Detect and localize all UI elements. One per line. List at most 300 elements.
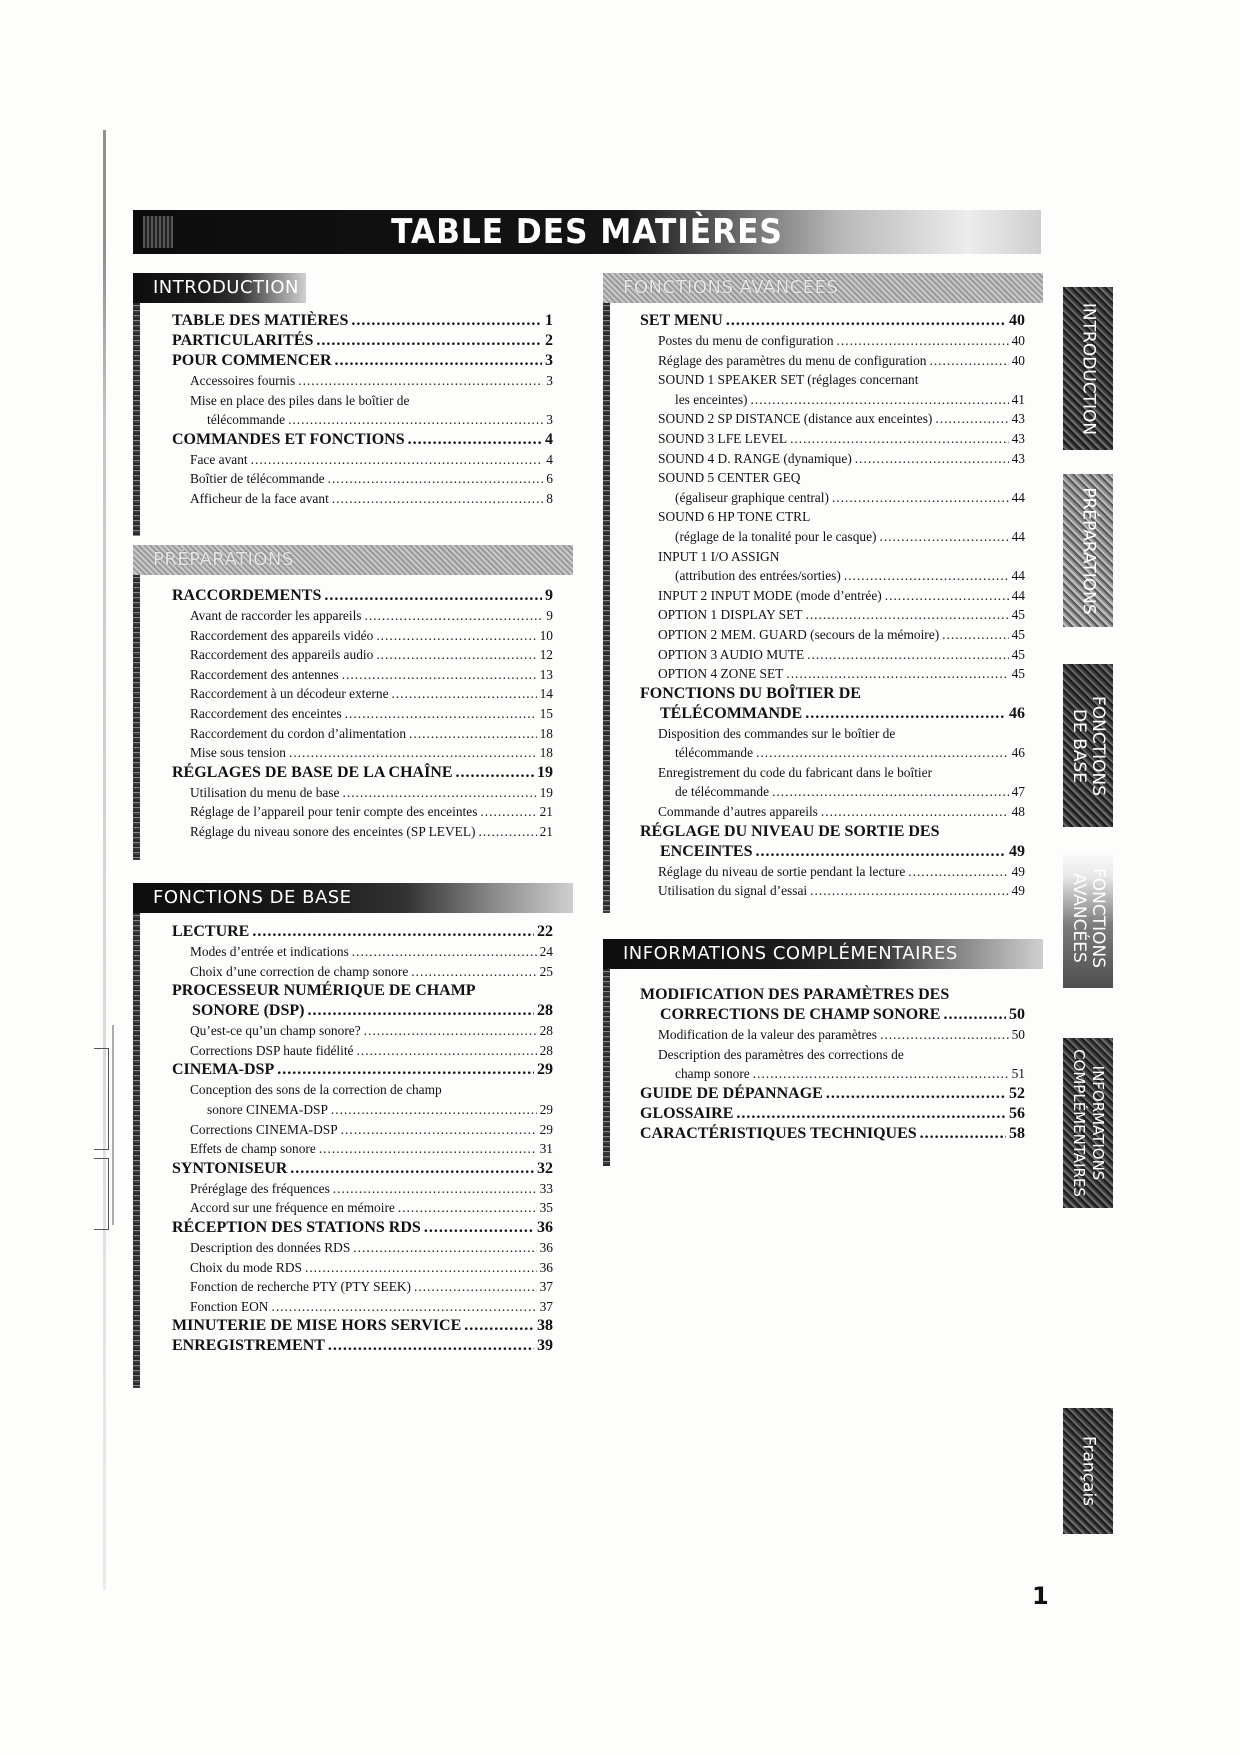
toc-leader-dots xyxy=(880,527,1009,547)
toc-entry-title: ENCEINTES xyxy=(660,842,753,860)
toc-entry[interactable] xyxy=(640,625,1025,645)
toc-entry[interactable] xyxy=(172,962,553,982)
section-bar xyxy=(133,575,140,860)
toc-entry[interactable] xyxy=(640,862,1025,882)
toc-entry[interactable] xyxy=(172,1041,553,1061)
toc-entry-title: Disposition des commandes sur le boîtier de xyxy=(658,725,896,741)
toc-entry-title: Description des données RDS xyxy=(190,1239,351,1255)
toc-entry-title: Face avant xyxy=(190,451,248,467)
toc-entry-page: 37 xyxy=(539,1279,553,1295)
section-header-informations-complementaires xyxy=(603,939,1043,969)
toc-leader-dots xyxy=(464,1316,534,1336)
toc-entry[interactable] xyxy=(172,1120,553,1140)
toc-entry[interactable] xyxy=(172,783,553,803)
toc-entry[interactable] xyxy=(640,1064,1025,1084)
toc-entry[interactable] xyxy=(172,942,553,962)
toc-entry-page: 29 xyxy=(537,1061,553,1079)
toc-entry[interactable] xyxy=(640,684,1025,704)
toc-entry[interactable] xyxy=(172,922,553,942)
toc-leader-dots xyxy=(409,724,537,744)
toc-entry-page: 28 xyxy=(539,1023,553,1039)
toc-entry[interactable] xyxy=(172,665,553,685)
toc-entry-page: 40 xyxy=(1011,352,1025,368)
toc-entry[interactable] xyxy=(640,724,1025,744)
toc-entry-title: CORRECTIONS DE CHAMP SONORE xyxy=(660,1006,941,1023)
toc-entry-title: Raccordement des antennes xyxy=(190,666,339,682)
section-header-introduction xyxy=(133,273,306,303)
toc-entry-page: 9 xyxy=(545,587,553,604)
toc-entry-title: CARACTÉRISTIQUES TECHNIQUES xyxy=(640,1124,917,1142)
toc-leader-dots xyxy=(333,1179,537,1199)
side-tab-label xyxy=(1069,1049,1107,1197)
side-tab-informations-complementaires[interactable] xyxy=(1063,1038,1113,1208)
toc-entry-title: COMMANDES ET FONCTIONS xyxy=(172,430,405,448)
toc-entry-title: les enceintes) xyxy=(675,391,748,407)
toc-entry[interactable] xyxy=(640,842,1025,862)
side-tab-label xyxy=(1069,695,1107,795)
side-tab-line2: DE BASE xyxy=(1069,708,1089,783)
side-tab-line1: FONCTIONS xyxy=(1088,695,1108,796)
side-tab-francais[interactable] xyxy=(1063,1408,1113,1534)
toc-entry-page: 45 xyxy=(1011,607,1025,623)
toc-entry-page: 29 xyxy=(539,1101,553,1117)
toc-leader-dots xyxy=(398,1198,537,1218)
toc-entry-title: RÉGLAGE DU NIVEAU DE SORTIE DES xyxy=(640,822,940,840)
toc-entry[interactable] xyxy=(640,370,1025,390)
toc-leader-dots xyxy=(826,1084,1006,1104)
toc-entry-page: 46 xyxy=(1009,704,1025,722)
toc-entry[interactable] xyxy=(640,566,1025,586)
toc-leader-dots xyxy=(943,1005,1006,1025)
toc-entry[interactable] xyxy=(640,449,1025,469)
side-tab-introduction[interactable] xyxy=(1063,287,1113,450)
toc-entry-title: SYNTONISEUR xyxy=(172,1159,288,1177)
toc-entry-page: 36 xyxy=(539,1259,553,1275)
toc-entry-title: Raccordement des appareils vidéo xyxy=(190,627,374,643)
toc-entry-page: 44 xyxy=(1011,568,1025,584)
toc-entry-title: SONORE (DSP) xyxy=(192,1002,305,1020)
toc-leader-dots xyxy=(885,586,1009,606)
toc-entry[interactable] xyxy=(172,1277,553,1297)
toc-entry[interactable] xyxy=(172,1316,553,1336)
toc-entry-page: 31 xyxy=(539,1141,553,1157)
toc-leader-dots xyxy=(832,488,1009,508)
toc-entry[interactable] xyxy=(172,1001,553,1021)
toc-entry-page: 51 xyxy=(1011,1066,1025,1082)
toc-leader-dots xyxy=(365,606,544,626)
toc-entry[interactable] xyxy=(640,763,1025,783)
toc-entry-page: 9 xyxy=(546,608,553,623)
toc-leader-dots xyxy=(376,626,536,646)
toc-leader-dots xyxy=(345,704,537,724)
toc-entry[interactable] xyxy=(640,605,1025,625)
toc-entry-title: TABLE DES MATIÈRES xyxy=(172,312,349,329)
toc-leader-dots xyxy=(289,743,537,763)
toc-entry-title: RACCORDEMENTS xyxy=(172,587,322,604)
toc-entry-title: Qu’est-ce qu’un champ sonore? xyxy=(190,1023,361,1039)
toc-entry-title: Effets de champ sonore xyxy=(190,1141,316,1157)
toc-entry-page: 3 xyxy=(545,352,553,369)
scan-bracket xyxy=(94,1158,109,1230)
toc-entry[interactable] xyxy=(640,664,1025,684)
toc-leader-dots xyxy=(353,1238,536,1258)
toc-entry-page: 35 xyxy=(539,1200,553,1216)
toc-entry-title: Choix du mode RDS xyxy=(190,1259,302,1275)
toc-introduction xyxy=(172,311,553,509)
toc-leader-dots xyxy=(351,311,542,331)
page-title: TABLE DES MATIÈRES xyxy=(391,212,783,252)
toc-leader-dots xyxy=(756,743,1009,763)
toc-entry-title: GUIDE DE DÉPANNAGE xyxy=(640,1084,823,1102)
toc-entry-title: Avant de raccorder les appareils xyxy=(190,608,362,623)
toc-entry[interactable] xyxy=(640,311,1025,331)
toc-entry-title: SET MENU xyxy=(640,312,723,329)
side-tab-fonctions-avancees[interactable] xyxy=(1063,848,1113,988)
toc-entry-page: 15 xyxy=(539,705,553,721)
side-tab-preparations[interactable] xyxy=(1063,474,1113,627)
toc-entry-title: Utilisation du menu de base xyxy=(190,784,340,800)
toc-entry[interactable] xyxy=(172,1060,553,1080)
toc-entry-title: LECTURE xyxy=(172,923,250,940)
toc-entry-title: (réglage de la tonalité pour le casque) xyxy=(675,528,877,544)
toc-entry-page: 52 xyxy=(1009,1084,1025,1102)
toc-entry[interactable] xyxy=(640,1124,1025,1144)
toc-leader-dots xyxy=(357,1041,537,1061)
toc-entry-title: Mise sous tension xyxy=(190,745,286,761)
toc-entry-title: OPTION 3 AUDIO MUTE xyxy=(658,646,805,662)
toc-leader-dots xyxy=(935,409,1008,429)
toc-entry[interactable] xyxy=(640,782,1025,802)
toc-leader-dots xyxy=(942,625,1008,645)
toc-entry[interactable] xyxy=(640,645,1025,665)
toc-entry-title: INPUT 1 I/O ASSIGN xyxy=(658,548,780,564)
side-tab-fonctions-de-base[interactable] xyxy=(1063,664,1113,827)
title-banner xyxy=(133,210,1041,254)
toc-entry-title: Corrections DSP haute fidélité xyxy=(190,1042,354,1058)
toc-informations-complementaires xyxy=(640,985,1025,1144)
toc-leader-dots xyxy=(805,605,1008,625)
toc-entry[interactable] xyxy=(640,1104,1025,1124)
toc-leader-dots xyxy=(298,371,543,391)
toc-leader-dots xyxy=(844,566,1009,586)
toc-entry-page: 50 xyxy=(1011,1027,1025,1042)
toc-leader-dots xyxy=(252,922,534,942)
section-bar xyxy=(603,303,610,913)
toc-fonctions-avancees xyxy=(640,311,1025,901)
toc-entry-page: 49 xyxy=(1011,883,1025,899)
toc-entry[interactable] xyxy=(172,1297,553,1317)
toc-entry-title: Accord sur une fréquence en mémoire xyxy=(190,1200,395,1216)
toc-entry[interactable] xyxy=(640,488,1025,508)
toc-entry[interactable] xyxy=(172,1218,553,1238)
toc-entry[interactable] xyxy=(640,409,1025,429)
toc-entry[interactable] xyxy=(640,507,1025,527)
toc-entry[interactable] xyxy=(172,391,553,411)
toc-leader-dots xyxy=(478,822,536,842)
toc-entry[interactable] xyxy=(640,822,1025,842)
toc-leader-dots xyxy=(352,942,537,962)
toc-leader-dots xyxy=(790,429,1009,449)
toc-leader-dots xyxy=(929,351,1008,371)
toc-entry-title: PARTICULARITÉS xyxy=(172,332,314,349)
section-header-label: PRÉPARATIONS xyxy=(153,549,294,570)
toc-leader-dots xyxy=(277,1060,534,1080)
toc-entry-title: SOUND 6 HP TONE CTRL xyxy=(658,509,811,525)
toc-entry-title: ENREGISTREMENT xyxy=(172,1337,325,1355)
toc-leader-dots xyxy=(307,1001,534,1021)
toc-entry[interactable] xyxy=(172,606,553,626)
toc-entry[interactable] xyxy=(172,704,553,724)
side-tab-label: INTRODUCTION xyxy=(1078,302,1099,435)
toc-entry-page: 48 xyxy=(1011,804,1025,820)
toc-entry[interactable] xyxy=(172,724,553,744)
toc-entry-title: Mise en place des piles dans le boîtier de xyxy=(190,392,410,408)
toc-entry[interactable] xyxy=(172,1238,553,1258)
toc-entry-page: 32 xyxy=(537,1159,553,1177)
section-header-label: INFORMATIONS COMPLÉMENTAIRES xyxy=(623,943,958,964)
toc-leader-dots xyxy=(290,1159,534,1179)
toc-entry-page: 12 xyxy=(539,647,553,663)
toc-entry[interactable] xyxy=(640,881,1025,901)
toc-entry[interactable] xyxy=(640,429,1025,449)
toc-entry-page: 43 xyxy=(1011,411,1025,427)
toc-entry-page: 4 xyxy=(546,451,553,467)
toc-entry[interactable] xyxy=(172,586,553,606)
toc-entry-title: Enregistrement du code du fabricant dans le boîtier xyxy=(658,764,933,780)
toc-entry-title: Réglage des paramètres du menu de configuration xyxy=(658,352,927,368)
toc-entry-page: 25 xyxy=(539,963,553,979)
toc-entry-page: 49 xyxy=(1009,842,1025,860)
side-tab-label xyxy=(1069,868,1107,968)
toc-entry[interactable] xyxy=(172,822,553,842)
toc-leader-dots xyxy=(364,1021,537,1041)
toc-leader-dots xyxy=(341,1120,537,1140)
section-header-preparations xyxy=(133,545,573,575)
page-number: 1 xyxy=(1032,1582,1049,1610)
toc-leader-dots xyxy=(751,390,1009,410)
toc-entry[interactable] xyxy=(172,371,553,391)
toc-leader-dots xyxy=(332,489,544,509)
toc-entry[interactable] xyxy=(172,1021,553,1041)
toc-entry-title: Utilisation du signal d’essai xyxy=(658,883,808,899)
toc-fonctions-de-base xyxy=(172,922,553,1356)
toc-leader-dots xyxy=(414,1277,537,1297)
toc-entry-page: 19 xyxy=(537,763,553,781)
toc-entry-title: (égaliseur graphique central) xyxy=(675,489,829,505)
toc-entry-page: 21 xyxy=(539,823,553,839)
toc-leader-dots xyxy=(807,645,1008,665)
toc-entry[interactable] xyxy=(640,586,1025,606)
toc-entry[interactable] xyxy=(172,684,553,704)
toc-leader-dots xyxy=(392,684,537,704)
toc-entry-title: Raccordement des appareils audio xyxy=(190,647,374,663)
toc-entry[interactable] xyxy=(640,1045,1025,1065)
toc-entry-page: 33 xyxy=(539,1180,553,1196)
toc-entry-page: 6 xyxy=(546,471,553,487)
toc-entry[interactable] xyxy=(172,1258,553,1278)
toc-entry-page: 56 xyxy=(1009,1104,1025,1122)
section-header-label: INTRODUCTION xyxy=(153,277,299,298)
toc-entry[interactable] xyxy=(172,802,553,822)
toc-entry-page: 39 xyxy=(537,1337,553,1355)
toc-entry-title: RÉGLAGES DE BASE DE LA CHAÎNE xyxy=(172,763,453,781)
toc-leader-dots xyxy=(920,1124,1006,1144)
toc-entry-title: Préréglage des fréquences xyxy=(190,1180,330,1196)
toc-leader-dots xyxy=(805,704,1006,724)
toc-entry[interactable] xyxy=(172,469,553,489)
toc-entry-page: 21 xyxy=(539,804,553,820)
section-header-label: FONCTIONS AVANCÉES xyxy=(623,277,839,298)
toc-entry[interactable] xyxy=(172,1080,553,1100)
toc-entry-page: 28 xyxy=(537,1002,553,1020)
toc-entry[interactable] xyxy=(172,351,553,371)
toc-entry-page: 4 xyxy=(545,430,553,448)
toc-entry[interactable] xyxy=(172,645,553,665)
section-bar xyxy=(133,303,140,536)
scan-edge-mark xyxy=(112,1025,114,1225)
toc-entry[interactable] xyxy=(172,1159,553,1179)
toc-leader-dots xyxy=(271,1297,536,1317)
toc-entry[interactable] xyxy=(172,331,553,351)
toc-entry-page: 38 xyxy=(537,1317,553,1335)
toc-leader-dots xyxy=(251,450,544,470)
section-header-label: FONCTIONS DE BASE xyxy=(153,887,352,908)
toc-entry-title: RÉCEPTION DES STATIONS RDS xyxy=(172,1218,421,1236)
side-tab-line2: AVANCÉES xyxy=(1069,873,1089,963)
toc-entry-title: Boîtier de télécommande xyxy=(190,471,325,487)
toc-entry-page: 45 xyxy=(1011,646,1025,662)
toc-leader-dots xyxy=(343,783,537,803)
toc-entry-page: 44 xyxy=(1011,528,1025,544)
scan-edge-line xyxy=(103,130,106,1590)
toc-entry[interactable] xyxy=(640,1005,1025,1025)
toc-entry-page: 3 xyxy=(546,373,553,388)
toc-entry[interactable] xyxy=(172,311,553,331)
toc-leader-dots xyxy=(772,782,1009,802)
toc-entry-title: OPTION 4 ZONE SET xyxy=(658,666,784,682)
toc-leader-dots xyxy=(855,449,1009,469)
scan-bracket xyxy=(94,1048,109,1150)
toc-entry[interactable] xyxy=(172,743,553,763)
toc-entry-title: SOUND 1 SPEAKER SET (réglages concernant xyxy=(658,372,919,388)
toc-entry-title: télécommande xyxy=(675,745,754,761)
toc-entry-page: 50 xyxy=(1009,1006,1025,1023)
toc-entry[interactable] xyxy=(172,1179,553,1199)
toc-entry[interactable] xyxy=(640,743,1025,763)
toc-entry-title: SOUND 4 D. RANGE (dynamique) xyxy=(658,450,852,466)
toc-entry[interactable] xyxy=(172,1139,553,1159)
toc-entry[interactable] xyxy=(172,1100,553,1120)
toc-leader-dots xyxy=(837,331,1009,351)
toc-entry[interactable] xyxy=(640,704,1025,724)
toc-entry[interactable] xyxy=(172,1336,553,1356)
toc-entry-title: champ sonore xyxy=(675,1066,750,1082)
toc-entry-page: 1 xyxy=(545,312,553,329)
toc-entry[interactable] xyxy=(640,802,1025,822)
toc-leader-dots xyxy=(424,1218,534,1238)
toc-entry-page: 44 xyxy=(1011,489,1025,505)
toc-entry-title: Accessoires fournis xyxy=(190,373,296,388)
toc-leader-dots xyxy=(328,1336,534,1356)
toc-entry-page: 43 xyxy=(1011,450,1025,466)
toc-entry[interactable] xyxy=(640,1084,1025,1104)
toc-entry[interactable] xyxy=(640,390,1025,410)
toc-entry-page: 19 xyxy=(539,784,553,800)
toc-entry[interactable] xyxy=(640,468,1025,488)
toc-entry[interactable] xyxy=(172,1198,553,1218)
toc-entry-title: Réglage de l’appareil pour tenir compte des enceintes xyxy=(190,804,478,820)
toc-entry-page: 45 xyxy=(1011,666,1025,682)
toc-leader-dots xyxy=(319,1139,537,1159)
toc-entry-title: Modification de la valeur des paramètres xyxy=(658,1027,877,1042)
toc-leader-dots xyxy=(408,430,542,450)
toc-entry-title: Commande d’autres appareils xyxy=(658,804,818,820)
toc-leader-dots xyxy=(331,1100,537,1120)
toc-entry-title: PROCESSEUR NUMÉRIQUE DE CHAMP xyxy=(172,982,476,1000)
toc-entry[interactable] xyxy=(172,450,553,470)
toc-entry[interactable] xyxy=(172,489,553,509)
side-tab-line1: FONCTIONS xyxy=(1088,867,1108,969)
section-bar xyxy=(603,969,610,1166)
toc-entry-title: Afficheur de la face avant xyxy=(190,490,329,506)
toc-entry[interactable] xyxy=(172,981,553,1001)
toc-entry-title: INPUT 2 INPUT MODE (mode d’entrée) xyxy=(658,587,882,603)
toc-leader-dots xyxy=(324,586,542,606)
toc-entry-page: 24 xyxy=(539,944,553,959)
toc-entry[interactable] xyxy=(640,1025,1025,1045)
toc-leader-dots xyxy=(335,351,542,371)
toc-entry-title: de télécommande xyxy=(675,784,770,800)
toc-entry-page: 14 xyxy=(539,686,553,702)
toc-entry[interactable] xyxy=(640,331,1025,351)
toc-entry-page: 46 xyxy=(1011,745,1025,761)
toc-entry-page: 47 xyxy=(1011,784,1025,800)
toc-entry-page: 3 xyxy=(546,412,553,428)
toc-entry-page: 10 xyxy=(539,627,553,643)
toc-entry[interactable] xyxy=(172,430,553,450)
toc-entry-page: 13 xyxy=(539,666,553,682)
side-tab-line2: COMPLÉMENTAIRES xyxy=(1070,1049,1088,1197)
toc-entry-page: 37 xyxy=(539,1298,553,1314)
toc-entry[interactable] xyxy=(640,547,1025,567)
toc-entry-title: Corrections CINEMA-DSP xyxy=(190,1121,338,1137)
toc-entry-page: 36 xyxy=(539,1239,553,1255)
toc-entry[interactable] xyxy=(640,527,1025,547)
toc-entry-title: TÉLÉCOMMANDE xyxy=(660,704,803,722)
toc-entry-page: 43 xyxy=(1011,430,1025,446)
toc-leader-dots xyxy=(288,410,543,430)
toc-leader-dots xyxy=(726,311,1006,331)
toc-entry-title: SOUND 2 SP DISTANCE (distance aux enceintes) xyxy=(658,411,933,427)
section-header-fonctions-avancees xyxy=(603,273,1043,303)
toc-leader-dots xyxy=(342,665,537,685)
toc-entry[interactable] xyxy=(172,626,553,646)
toc-entry-title: MODIFICATION DES PARAMÈTRES DES xyxy=(640,986,950,1003)
toc-entry-page: 36 xyxy=(537,1218,553,1236)
toc-entry-title: télécommande xyxy=(207,412,286,428)
toc-entry-title: Raccordement à un décodeur externe xyxy=(190,686,389,702)
toc-entry-title: FONCTIONS DU BOÎTIER DE xyxy=(640,684,861,702)
toc-leader-dots xyxy=(411,962,536,982)
toc-entry[interactable] xyxy=(172,763,553,783)
toc-entry-page: 2 xyxy=(545,332,553,349)
toc-entry-title: SOUND 5 CENTER GEQ xyxy=(658,470,801,486)
toc-entry[interactable] xyxy=(172,410,553,430)
toc-entry[interactable] xyxy=(640,351,1025,371)
toc-entry-title: POUR COMMENCER xyxy=(172,352,332,369)
toc-entry-page: 8 xyxy=(546,490,553,506)
toc-entry[interactable] xyxy=(640,985,1025,1005)
